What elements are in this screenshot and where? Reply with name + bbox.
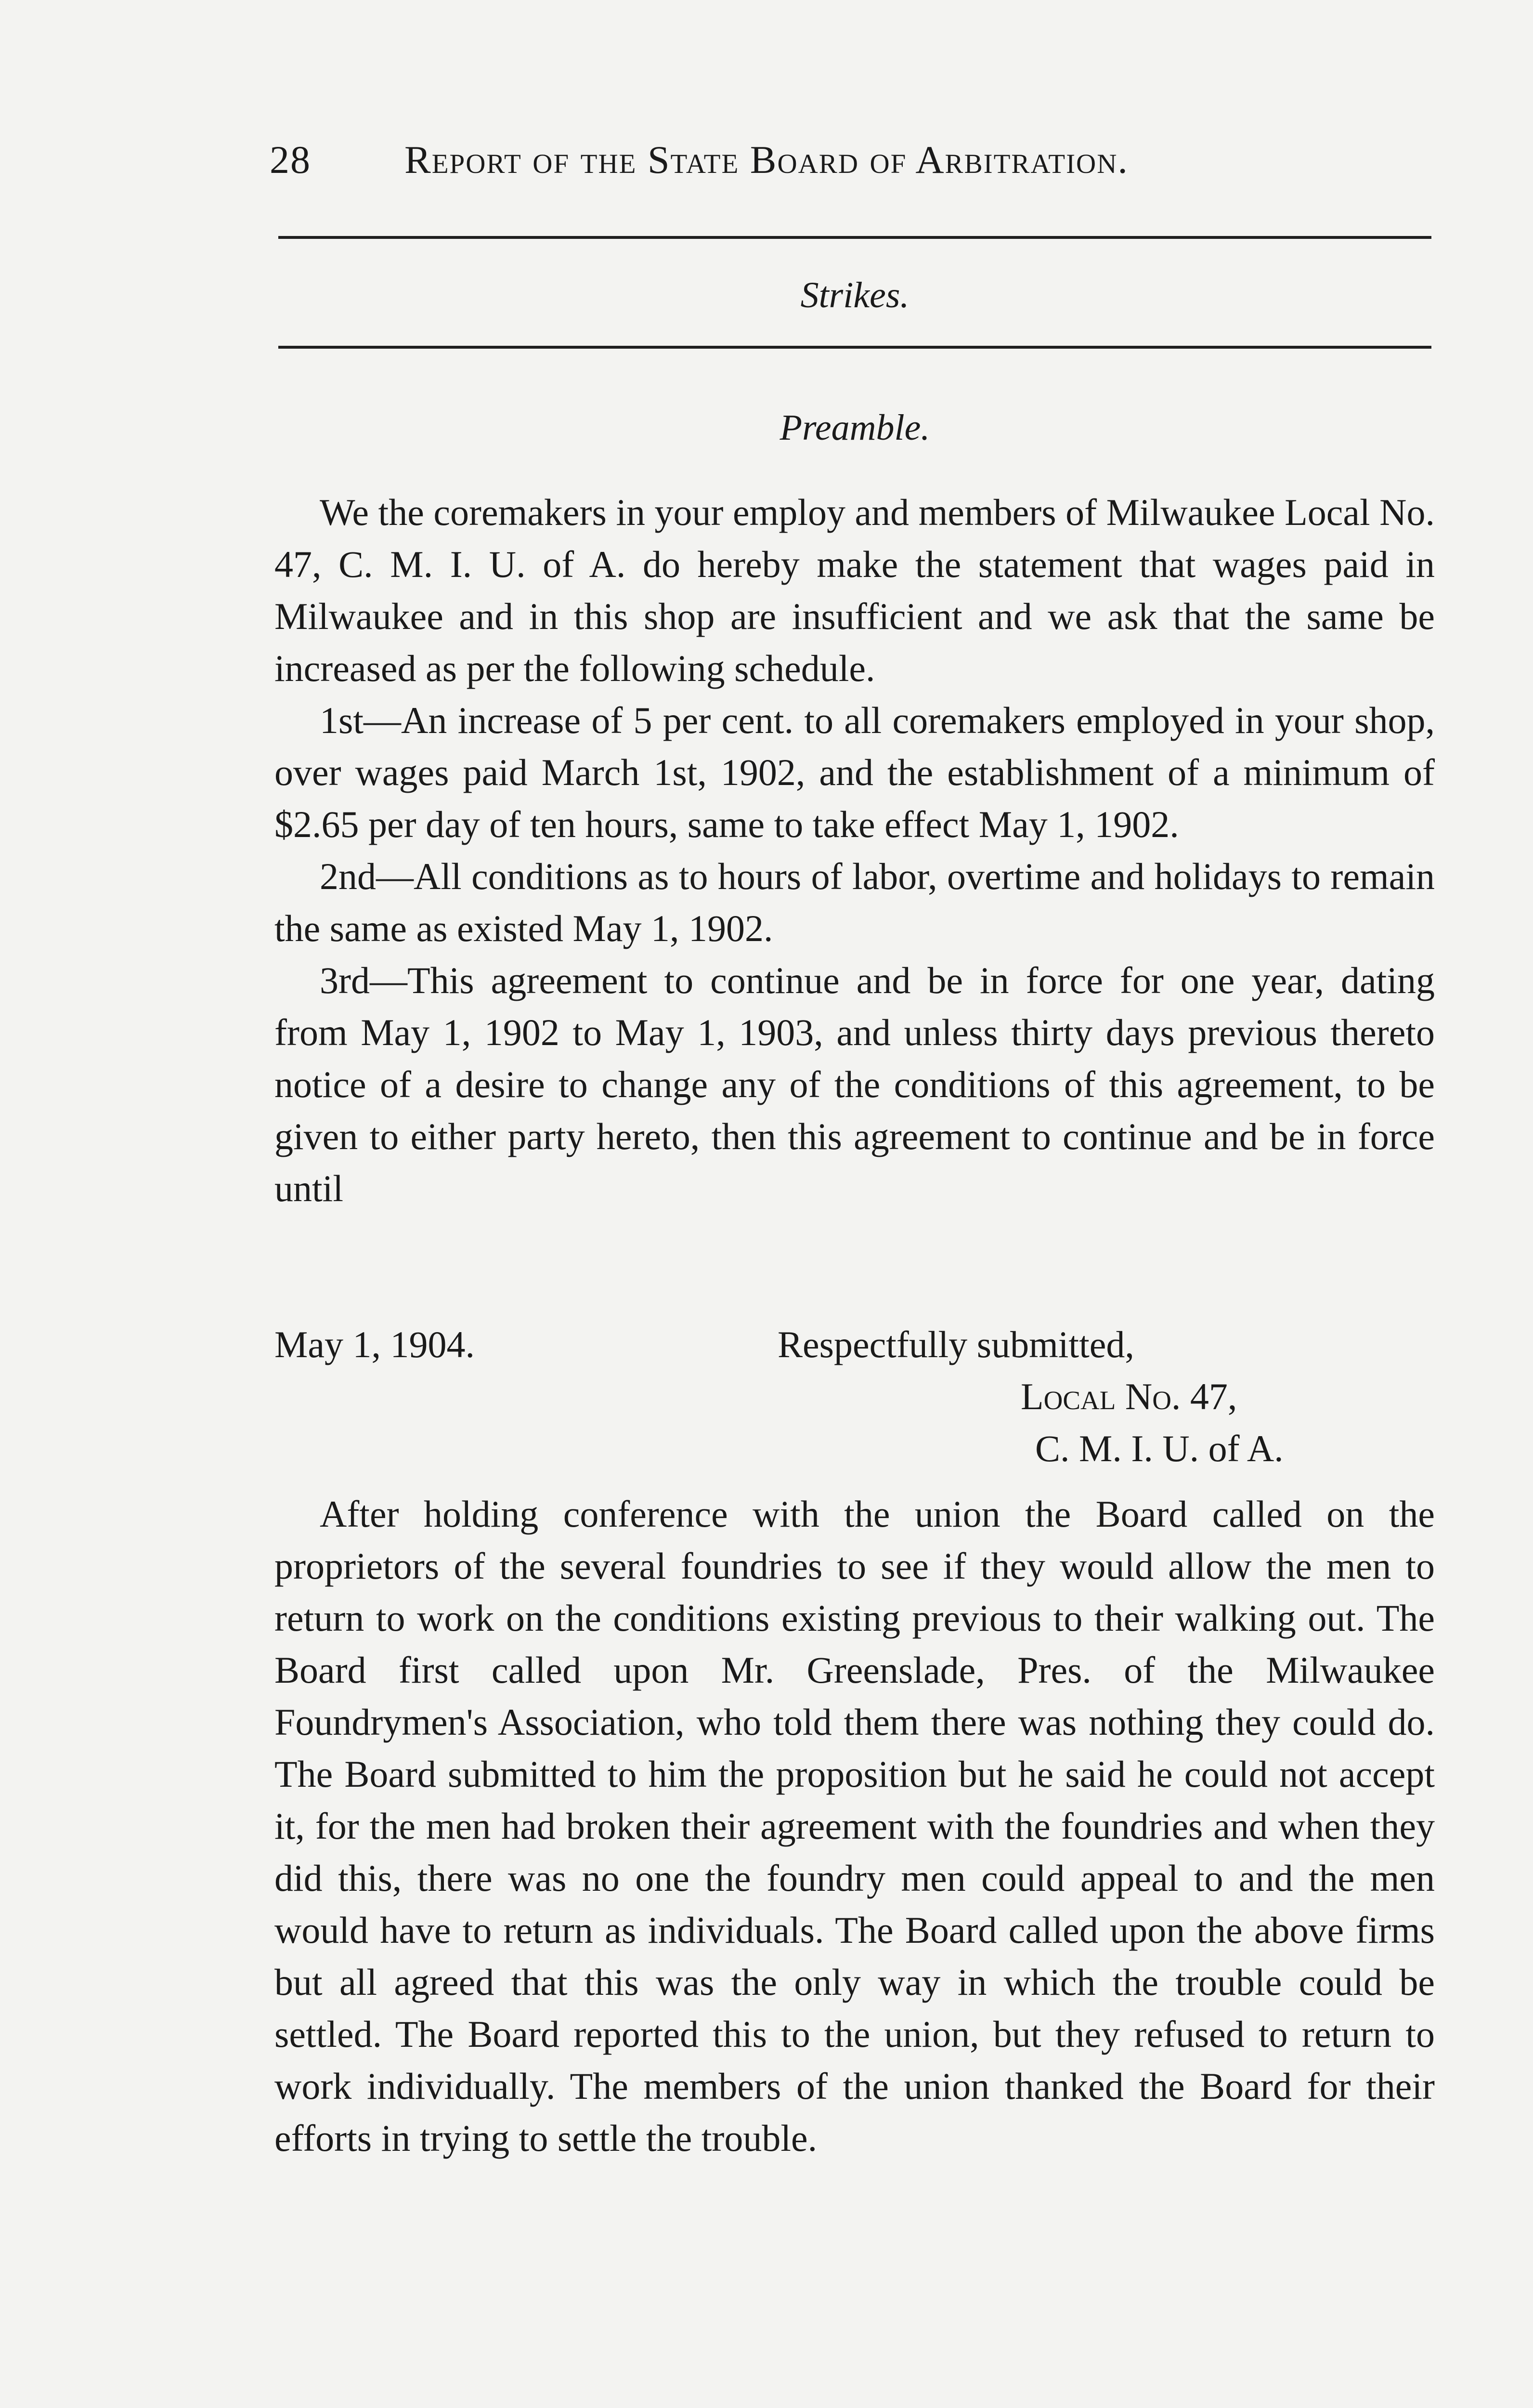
preamble-paragraph: We the coremakers in your employ and members of Milwaukee Local No. 47, C. M. I. U. of A. do hereby make the statement that wages paid in Milwaukee and in this shop are insufficient and we ask that the same be increased as per the following schedule. xyxy=(274,491,1435,689)
demand-paragraph-2: 2nd—All conditions as to hours of labor, overtime and holidays to remain the same as existed May 1, 1902. xyxy=(274,855,1435,949)
running-title: Report of the State Board of Arbitration. xyxy=(404,138,1129,182)
narrative-body xyxy=(274,1488,1435,2164)
closing-date: May 1, 1904. xyxy=(274,1323,475,1365)
preamble-body xyxy=(274,486,1435,1215)
narrative-paragraph: After holding conference with the union the Board called on the proprietors of the several foundries to see if they would allow the men to return to work on the conditions existing previous to their walking out. The Board first called upon Mr. Greenslade, Pres. of the Milwaukee Foundrymen's Association, who told them there was nothing they could do. The Board submitted to him the proposition but he said he could not accept it, for the men had broken their agreement with the foundries and when they did this, there was no one the foundry men could appeal to and the men would have to return as individuals. The Board called upon the above firms but all agreed that this was the only way in which the trouble could be settled. The Board reported this to the union, but they refused to return to work individually. The members of the union thanked the Board for their efforts in trying to settle the trouble. xyxy=(274,1493,1435,2159)
page-header xyxy=(270,137,1435,200)
demand-paragraph-1: 1st—An increase of 5 per cent. to all coremakers employed in your shop, over wages paid March 1st, 1902, and the establishment of a minimum of $2.65 per day of ten hours, same to take effect May 1, 1902. xyxy=(274,699,1435,845)
section-subtitle: Preamble. xyxy=(779,407,930,448)
bottom-rule xyxy=(278,346,1431,349)
signature-local: Local No. 47, xyxy=(1021,1375,1237,1417)
top-rule xyxy=(278,236,1431,239)
section-title: Strikes. xyxy=(800,275,909,315)
page-number: 28 xyxy=(270,138,311,182)
demand-paragraph-3: 3rd—This agreement to continue and be in force for one year, dating from May 1, 1902 to May 1, 1903, and unless thirty days previous thereto notice of a desire to change any of the conditions of this agreement, to be given to either party hereto, then this agreement to continue and be in force until xyxy=(274,959,1435,1209)
closing-salutation: Respectfully submitted, xyxy=(778,1323,1134,1365)
signature-union: C. M. I. U. of A. xyxy=(1035,1427,1284,1469)
